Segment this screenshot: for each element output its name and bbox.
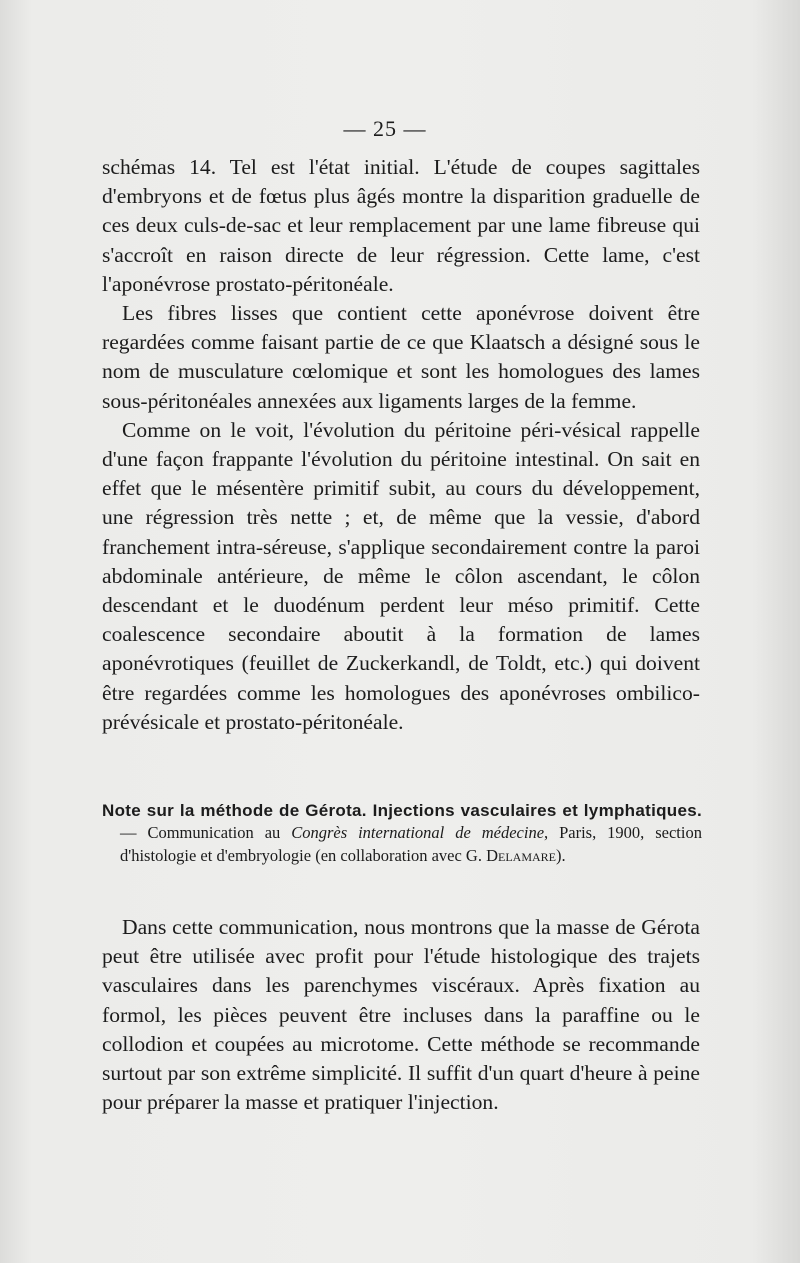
body-section-2 <box>102 913 700 1117</box>
note-title: Note sur la méthode de Gérota. Injections vasculaires et lymphatiques. <box>102 801 702 820</box>
note-author: Delamare <box>486 845 557 865</box>
note-details: , Paris, 1900, section d'histologie et d'embryologie (en collaboration avec G. <box>120 823 702 865</box>
paragraph: schémas 14. Tel est l'état initial. L'étude de coupes sagittales d'embryons et de fœtus plus âgés montre la disparition graduelle de ces deux culs-de-sac et leur remplacement par une lame fibreuse qui s'accroît en raison directe de leur régression. Cette lame, c'est l'aponévrose prostato-péritonéale. <box>102 155 700 296</box>
paragraph: Les fibres lisses que contient cette aponévrose doivent être regardées comme faisant partie de ce que Klaatsch a désigné sous le nom de musculature cœlomique et sont les homologues des lames sous-péritonéales annexées aux ligaments larges de la femme. <box>102 301 700 413</box>
bibliographic-note <box>102 800 702 867</box>
note-dash: — Communication au <box>120 823 292 843</box>
note-venue: Congrès international de médecine <box>291 823 545 843</box>
note-end: ). <box>556 845 566 865</box>
page-number: — 25 — <box>343 116 427 141</box>
note-entry <box>102 800 702 867</box>
body-section-1 <box>102 153 700 737</box>
paragraph: Comme on le voit, l'évolution du péritoine péri-vésical rappelle d'une façon frappante l'évolution du péritoine intestinal. On sait en effet que le mésentère primitif subit, au cours du développement, une régression très nette ; et, de même que la vessie, d'abord franchement intra-séreuse, s'applique secondairement contre la paroi abdominale antérieure, de même le côlon ascendant, le côlon descendant et le duodénum perdent leur méso primitif. Cette coalescence secondaire aboutit à la formation de lames aponévrotiques (feuillet de Zuckerkandl, de Toldt, etc.) qui doivent être regardées comme les homologues des aponévroses ombilico-prévésicale et prostato-péritonéale. <box>102 417 700 734</box>
paragraph: Dans cette communication, nous montrons que la masse de Gérota peut être utilisée avec profit pour l'étude histologique des trajets vasculaires dans les parenchymes viscéraux. Après fixation au formol, les pièces peuvent être incluses dans la paraffine ou le collodion et coupées au microtome. Cette méthode se recommande surtout par son extrême simplicité. Il suffit d'un quart d'heure à peine pour préparer la masse et pratiquer l'injection. <box>102 915 700 1115</box>
